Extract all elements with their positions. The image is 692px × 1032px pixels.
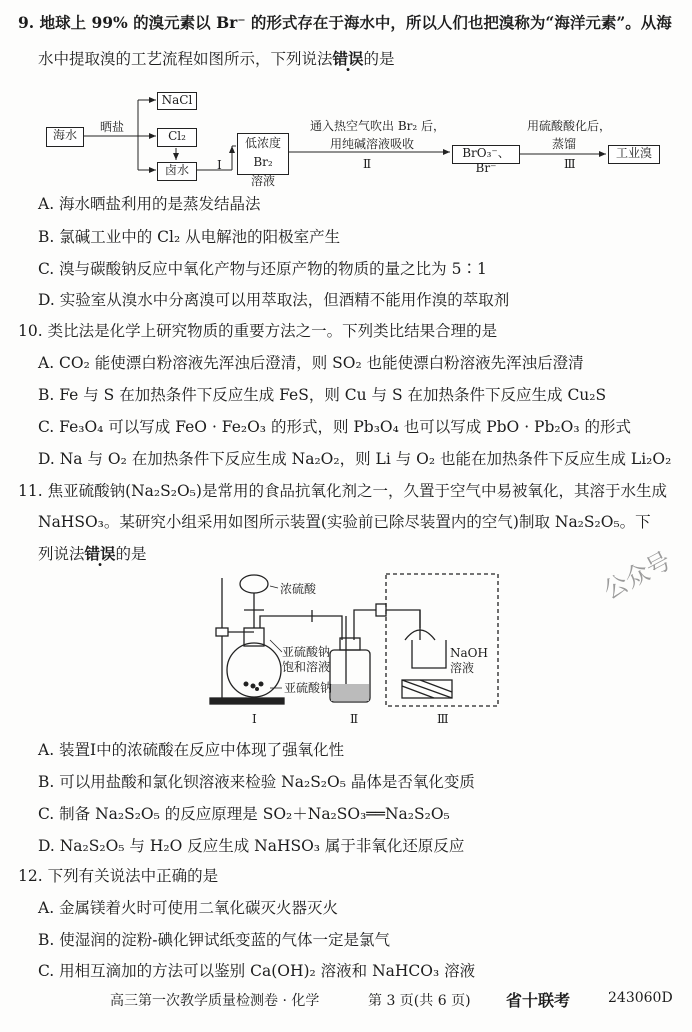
q9-option-b: B. 氯碱工业中的 Cl₂ 从电解池的阳极室产生 xyxy=(38,228,341,246)
q10-option-b: B. Fe 与 S 在加热条件下反应生成 FeS，则 Cu 与 S 在加热条件下反应生成 Cu₂S xyxy=(38,386,607,404)
flow-bro3-box: BrO₃⁻、Br⁻ xyxy=(452,145,520,164)
flow-lowbr-text1: 低浓度 Br₂ xyxy=(244,136,281,169)
flow-product-box: 工业溴 xyxy=(608,145,660,164)
q11-stem-text: 列说法 xyxy=(38,545,85,563)
q10-option-d: D. Na 与 O₂ 在加热条件下反应生成 Na₂O₂，则 Li 与 O₂ 也能在加热条件下反应生成 Li₂O₂ xyxy=(38,450,672,468)
footer-page: 第 3 页(共 6 页) xyxy=(368,993,471,1009)
apparatus-sat-solution-1: 亚硫酸钠 xyxy=(282,645,331,659)
q11-option-a: A. 装置Ⅰ中的浓硫酸在反应中体现了强氧化性 xyxy=(38,741,345,759)
apparatus-naoh-1: NaOH xyxy=(450,646,488,660)
apparatus-label-2: Ⅱ xyxy=(350,712,359,726)
q9-option-a: A. 海水晒盐利用的是蒸发结晶法 xyxy=(38,195,261,213)
q10-option-c: C. Fe₃O₄ 可以写成 FeO · Fe₂O₃ 的形式，则 Pb₃O₄ 也可以写成 PbO · Pb₂O₃ 的形式 xyxy=(38,418,631,436)
flow-step2-label: Ⅱ xyxy=(363,157,372,171)
footer-title: 高三第一次教学质量检测卷 · 化学 xyxy=(110,993,320,1009)
q11-stem-line1: 11. 焦亚硫酸钠(Na₂S₂O₅)是常用的食品抗氧化剂之一，久置于空气中易被氧化，其溶于水生成 xyxy=(18,482,667,500)
q9-option-d: D. 实验室从溴水中分离溴可以用萃取法，但酒精不能用作溴的萃取剂 xyxy=(38,291,510,309)
q10-stem: 10. 类比法是化学上研究物质的重要方法之一。下列类比结果合理的是 xyxy=(18,322,498,340)
flow-nacl-box: NaCl xyxy=(157,92,197,110)
flow-air-text: 通入热空气吹出 Br₂ 后， xyxy=(310,119,445,133)
q11-option-b: B. 可以用盐酸和氯化钡溶液来检验 Na₂S₂O₅ 晶体是否氧化变质 xyxy=(38,773,475,791)
q9-stem-text: 水中提取溴的工艺流程如图所示，下列说法 xyxy=(38,50,333,68)
footer-code: 243060D xyxy=(608,990,673,1006)
flow-lowbr-text2: 溶液 xyxy=(250,174,275,188)
q12-option-a: A. 金属镁着火时可使用二氧化碳灭火器灭火 xyxy=(38,899,339,917)
watermark: 公众号 xyxy=(598,546,676,605)
q9-stem-line1: 9. 地球上 99% 的溴元素以 Br⁻ 的形式存在于海水中，所以人们也把溴称为“海洋元素”。从海 xyxy=(18,13,672,32)
q11-stem-tail: 的是 xyxy=(115,545,147,563)
apparatus-sat-solution-2: 饱和溶液 xyxy=(282,660,331,674)
q12-stem: 12. 下列有关说法中正确的是 xyxy=(18,867,219,885)
flow-acid-text: 用硫酸酸化后， xyxy=(527,119,612,133)
flow-evap-label: 晒盐 xyxy=(100,120,125,134)
q10-option-a: A. CO₂ 能使漂白粉溶液先浑浊后澄清，则 SO₂ 也能使漂白粉溶液先浑浊后澄清 xyxy=(38,354,584,372)
flow-step1-label: Ⅰ xyxy=(217,158,222,172)
apparatus-sulfite: 亚硫酸钠 xyxy=(284,681,333,695)
q11-option-c: C. 制备 Na₂S₂O₅ 的反应原理是 SO₂＋Na₂SO₃══Na₂S₂O₅ xyxy=(38,805,450,823)
q11-emphasis: 错误 xyxy=(84,544,116,563)
q9-option-c: C. 溴与碳酸钠反应中氧化产物与还原产物的物质的量之比为 5∶1 xyxy=(38,260,487,278)
flow-distill-text: 蒸馏 xyxy=(552,137,577,151)
q11-stem-line2: NaHSO₃。某研究小组采用如图所示装置(实验前已除尽装置内的空气)制取 Na₂S₂O₅。下 xyxy=(38,513,651,531)
apparatus-conc-acid: 浓硫酸 xyxy=(280,582,317,596)
apparatus-label-1: Ⅰ xyxy=(252,712,257,726)
q11-option-d: D. Na₂S₂O₅ 与 H₂O 反应生成 NaHSO₃ 属于非氧化还原反应 xyxy=(38,837,465,855)
q9-emphasis: 错误 xyxy=(332,49,364,68)
flow-seawater-box: 海水 xyxy=(46,127,84,147)
q12-option-c: C. 用相互滴加的方法可以鉴别 Ca(OH)₂ 溶液和 NaHCO₃ 溶液 xyxy=(38,962,476,980)
apparatus-naoh-2: 溶液 xyxy=(450,661,475,675)
flow-brine-box: 卤水 xyxy=(157,162,197,181)
flow-cl2-box: Cl₂ xyxy=(157,128,197,147)
q12-option-b: B. 使湿润的淀粉-碘化钾试纸变蓝的气体一定是氯气 xyxy=(38,931,390,949)
apparatus-label-3: Ⅲ xyxy=(437,712,449,726)
footer-brand: 省十联考 xyxy=(506,991,571,1010)
q9-stem-tail: 的是 xyxy=(363,50,395,68)
flow-step3-label: Ⅲ xyxy=(564,157,576,171)
flow-absorb-text: 用纯碱溶液吸收 xyxy=(330,137,415,151)
